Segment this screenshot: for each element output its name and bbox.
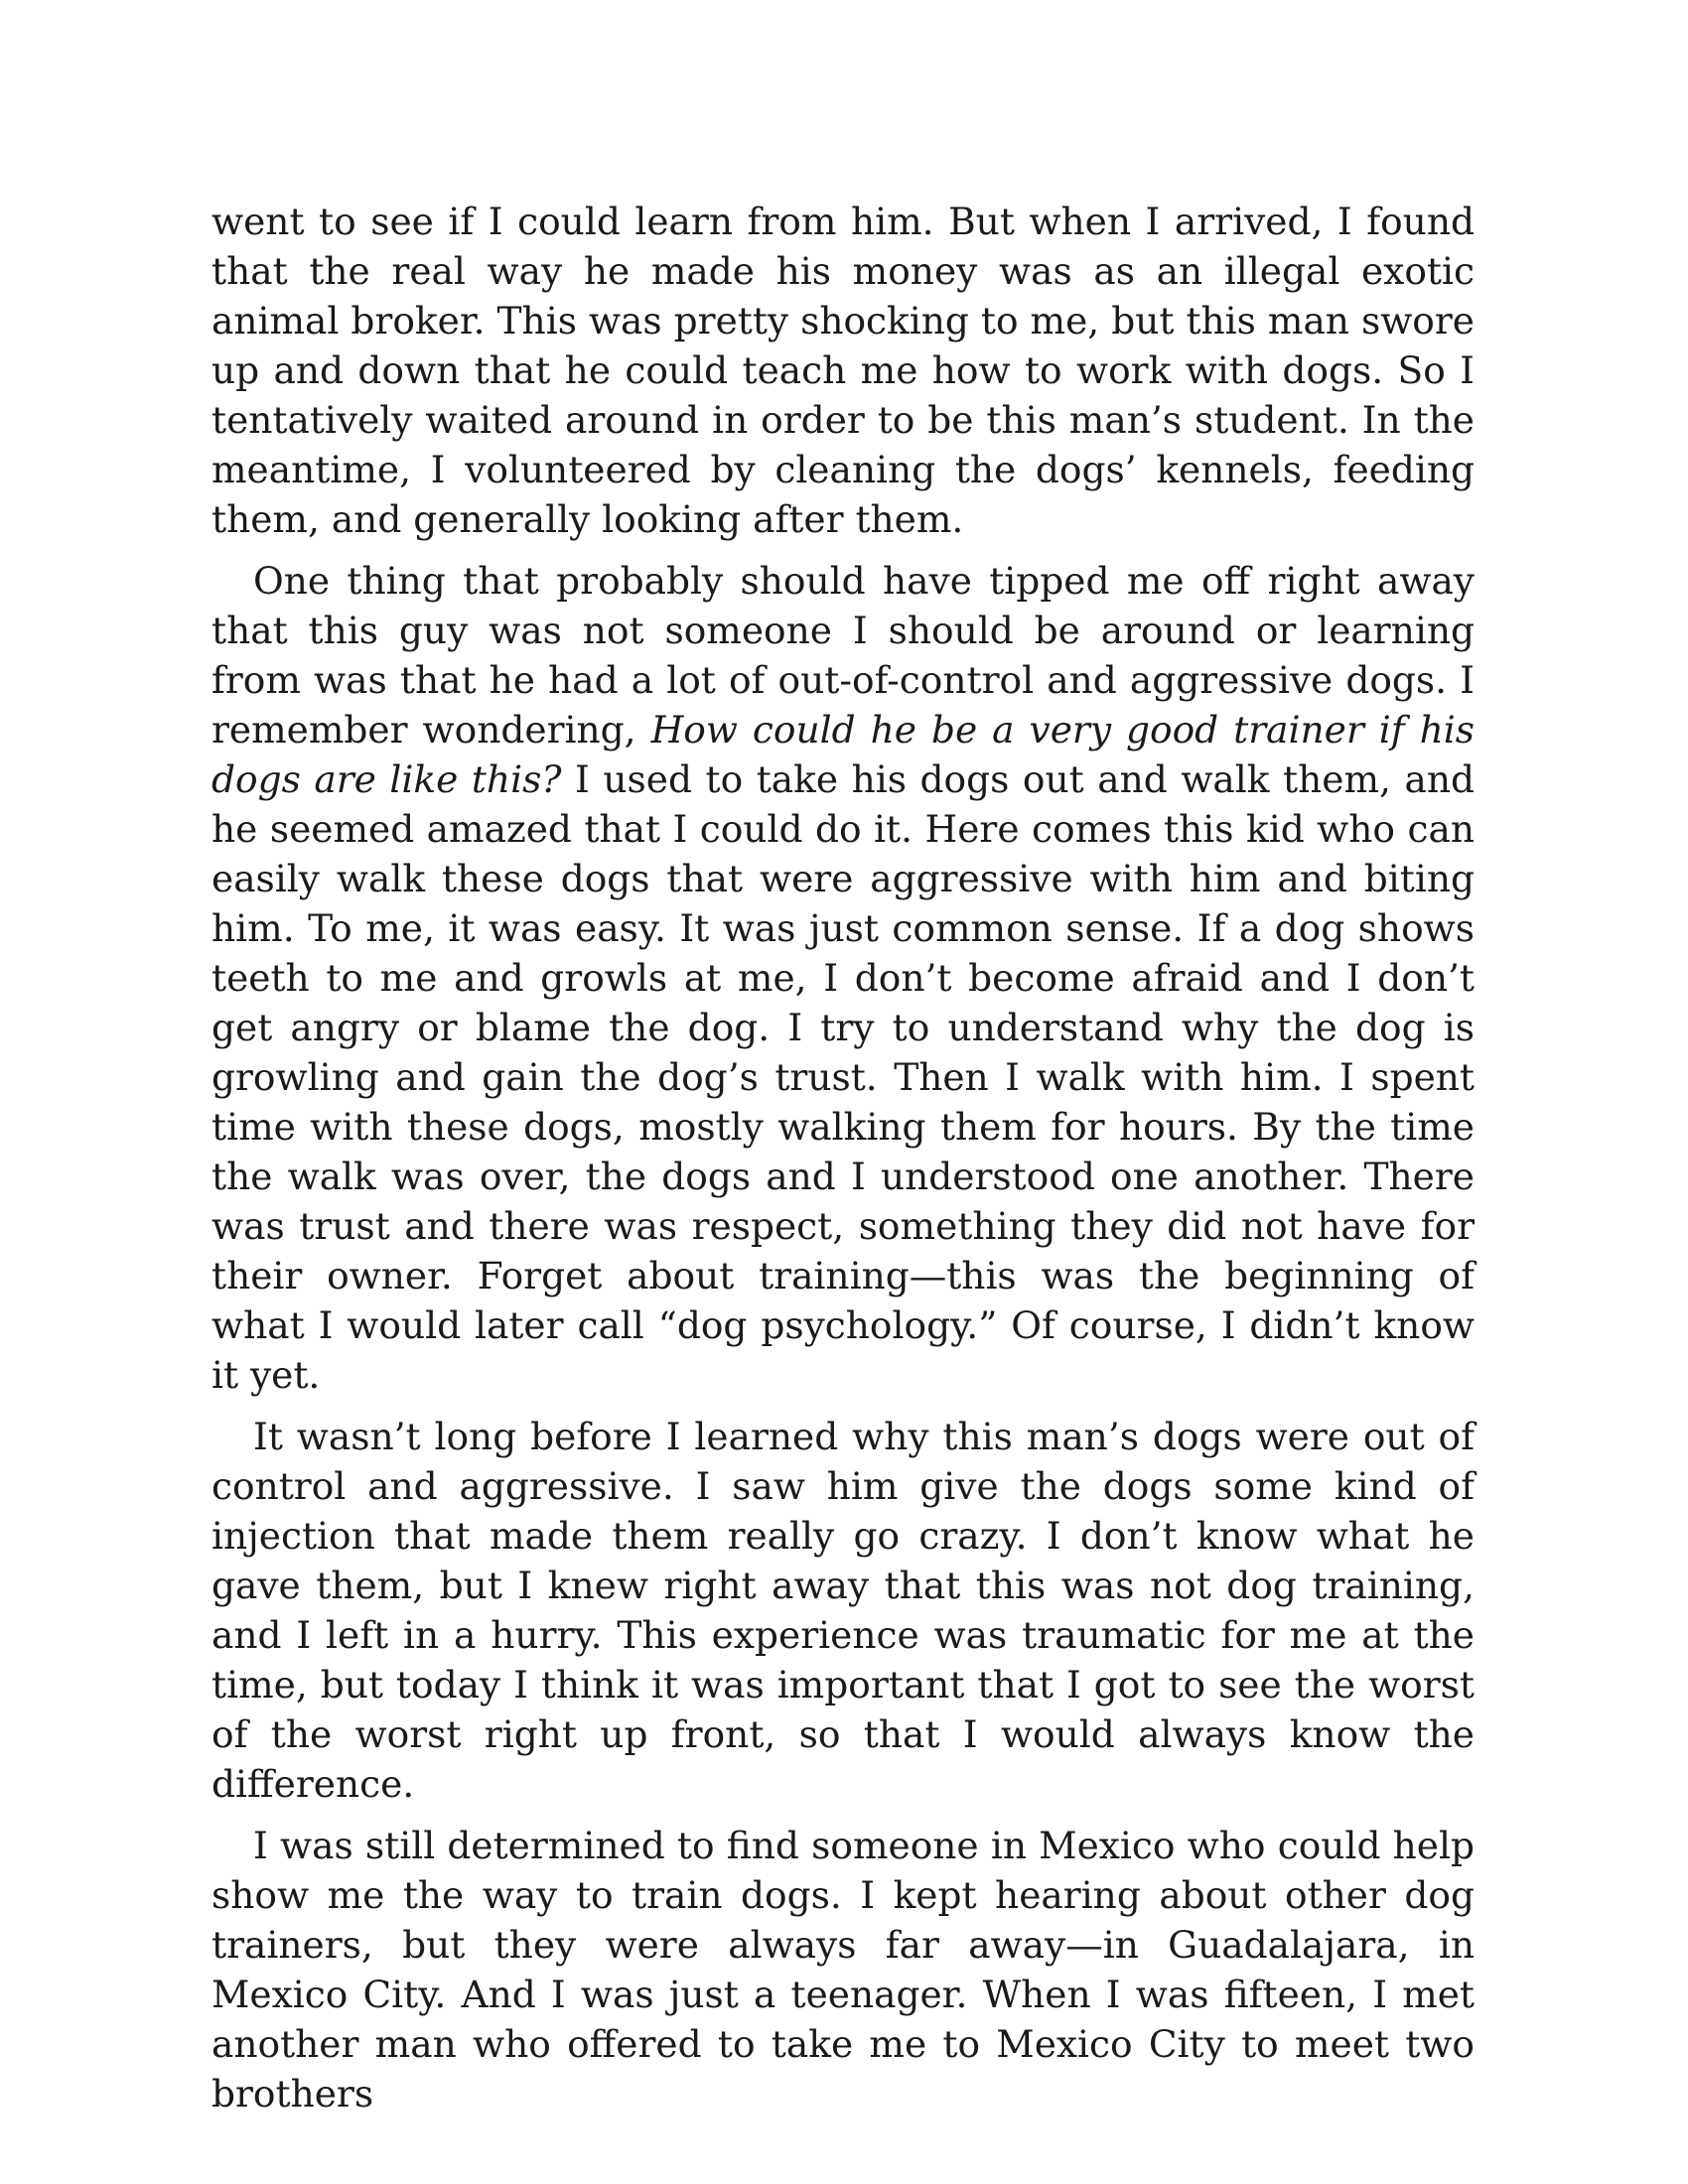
paragraph-text: One thing that probably should have tipped me off right away that this guy was not someone I should be around or learning from was that he had a lot of out-of-control and aggressive dogs. I remember wondering, [211,559,1475,751]
paragraph-text: I was still determined to find someone in Mexico who could help show me the way to train dogs. I kept hearing about other dog trainers, but they were always far away—in Guadalajara, in Mexico City. And I was just a teenager. When I was fifteen, I met another man who offered to take me to Mexico City to meet two brothers [211,1824,1475,2116]
paragraph [211,1412,1475,1809]
paragraph [211,197,1475,544]
paragraph-text: I used to take his dogs out and walk them, and he seemed amazed that I could do it. Here comes this kid who can easily walk these dogs that were aggressive with him and biting him. To me, it was easy. It was just common sense. If a dog shows teeth to me and growls at me, I don’t become afraid and I don’t get angry or blame the dog. I try to understand why the dog is growling and gain the dog’s trust. Then I walk with him. I spent time with these dogs, mostly walking them for hours. By the time the walk was over, the dogs and I understood one another. There was trust and there was respect, something they did not have for their owner. Forget about training—this was the beginning of what I would later call “dog psychology.” Of course, I didn’t know it yet. [211,757,1475,1397]
paragraph-text: It wasn’t long before I learned why this man’s dogs were out of control and aggressive. I saw him give the dogs some kind of injection that made them really go crazy. I don’t know what he gave them, but I knew right away that this was not dog training, and I left in a hurry. This experience was traumatic for me at the time, but today I think it was important that I got to see the worst of the worst right up front, so that I would always know the difference. [211,1415,1475,1806]
italic-quote: How could he be a very good trainer if his dogs are like this? [211,708,1475,801]
paragraph-text: went to see if I could learn from him. But when I arrived, I found that the real way he made his money was as an illegal exotic animal broker. This was pretty shocking to me, but this man swore up and down that he could teach me how to work with dogs. So I tentatively waited around in order to be this man’s student. In the meantime, I volunteered by cleaning the dogs’ kennels, feeding them, and generally looking after them. [211,200,1475,541]
body-text [211,197,1475,2130]
paragraph [211,556,1475,1400]
paragraph [211,1821,1475,2118]
